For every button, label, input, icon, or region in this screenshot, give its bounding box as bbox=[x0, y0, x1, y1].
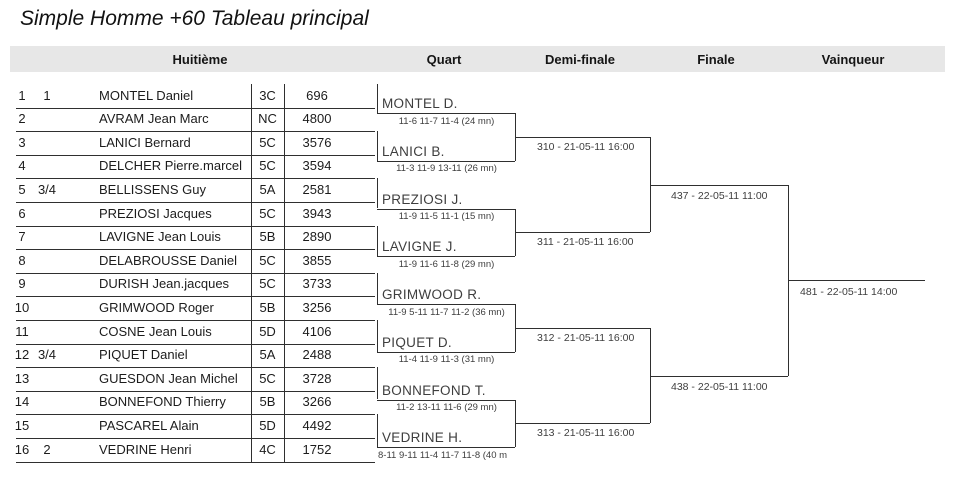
player-seed: 1 bbox=[43, 87, 51, 103]
player-name: PREZIOSI Jacques bbox=[99, 205, 212, 221]
player-points: 2890 bbox=[302, 229, 332, 245]
player-class: 5D bbox=[259, 417, 276, 433]
quart-winner-name: PREZIOSI J. bbox=[382, 191, 463, 207]
bracket-connector-line bbox=[377, 320, 378, 352]
player-position: 13 bbox=[14, 370, 30, 386]
player-name: GRIMWOOD Roger bbox=[99, 299, 214, 315]
player-points: 3256 bbox=[302, 299, 332, 315]
player-class: 5C bbox=[259, 276, 276, 292]
row-separator-line bbox=[16, 155, 375, 156]
player-name: LANICI Bernard bbox=[99, 134, 191, 150]
row-separator-line bbox=[16, 296, 375, 297]
player-points: 2581 bbox=[302, 181, 332, 197]
player-class: 5D bbox=[259, 323, 276, 339]
finale-line bbox=[650, 376, 788, 377]
quart-match-score: 11-4 11-9 11-3 (31 mn) bbox=[398, 354, 495, 366]
player-position: 8 bbox=[18, 252, 26, 268]
player-class: 5C bbox=[259, 205, 276, 221]
player-class: 5C bbox=[259, 158, 276, 174]
player-class: 5C bbox=[259, 370, 276, 386]
player-points: 3733 bbox=[302, 276, 332, 292]
quart-winner-line bbox=[377, 161, 515, 162]
player-position: 3 bbox=[18, 134, 26, 150]
row-separator-line bbox=[16, 462, 375, 463]
demi-match-label: 312 - 21-05-11 16:00 bbox=[537, 331, 635, 344]
player-points: 3943 bbox=[302, 205, 332, 221]
vainqueur-match-label: 481 - 22-05-11 14:00 bbox=[800, 286, 898, 299]
quart-winner-line bbox=[377, 447, 515, 448]
player-name: LAVIGNE Jean Louis bbox=[99, 229, 221, 245]
quart-match-score: 11-3 11-9 13-11 (26 mn) bbox=[396, 163, 497, 175]
quart-winner-line bbox=[377, 352, 515, 353]
row-separator-line bbox=[16, 249, 375, 250]
player-position: 16 bbox=[14, 441, 30, 457]
player-position: 2 bbox=[18, 111, 26, 127]
quart-match-score: 11-6 11-7 11-4 (24 mn) bbox=[398, 115, 495, 127]
player-name: VEDRINE Henri bbox=[99, 441, 192, 457]
player-position: 14 bbox=[14, 394, 30, 410]
player-class: 5B bbox=[259, 394, 276, 410]
bracket-connector-line bbox=[377, 273, 378, 304]
quart-match-score: 8-11 9-11 11-4 11-7 11-8 (40 m bbox=[378, 449, 508, 461]
player-class: 5A bbox=[259, 347, 276, 363]
demi-match-label: 311 - 21-05-11 16:00 bbox=[537, 236, 634, 249]
row-separator-line bbox=[16, 226, 375, 227]
bracket-connector-line bbox=[377, 131, 378, 161]
round-header-finale: Finale bbox=[697, 52, 735, 67]
player-name: DELCHER Pierre.marcel bbox=[99, 158, 243, 174]
player-seed: 2 bbox=[43, 441, 51, 457]
player-points: 1752 bbox=[302, 441, 332, 457]
quart-winner-name: LAVIGNE J. bbox=[382, 239, 457, 255]
row-separator-line bbox=[16, 273, 375, 274]
player-points: 3576 bbox=[302, 134, 332, 150]
quart-winner-name: LANICI B. bbox=[382, 143, 445, 159]
player-points: 2488 bbox=[302, 347, 332, 363]
row-separator-line bbox=[16, 108, 375, 109]
demi-line bbox=[515, 328, 650, 329]
bracket-connector-line bbox=[377, 178, 378, 208]
demi-line bbox=[515, 423, 650, 424]
player-points: 696 bbox=[306, 87, 328, 103]
quart-winner-line bbox=[377, 256, 515, 257]
player-name: BELLISSENS Guy bbox=[99, 181, 206, 197]
player-points: 3594 bbox=[302, 158, 332, 174]
player-position: 11 bbox=[15, 323, 29, 339]
player-class: 5C bbox=[259, 252, 276, 268]
quart-winner-name: PIQUET D. bbox=[382, 334, 452, 350]
quart-winner-line bbox=[377, 209, 515, 210]
quart-winner-line bbox=[377, 400, 515, 401]
demi-match-label: 313 - 21-05-11 16:00 bbox=[537, 427, 635, 440]
row-separator-line bbox=[16, 178, 375, 179]
player-position: 5 bbox=[18, 181, 26, 197]
player-class: 5B bbox=[259, 299, 276, 315]
row-separator-line bbox=[16, 202, 375, 203]
player-position: 12 bbox=[14, 347, 30, 363]
round-header-quart: Quart bbox=[426, 52, 462, 67]
player-class: 5C bbox=[259, 134, 276, 150]
quart-winner-line bbox=[377, 304, 515, 305]
demi-line bbox=[515, 137, 650, 138]
page-title: Simple Homme +60 Tableau principal bbox=[20, 7, 369, 30]
player-class: 5B bbox=[259, 229, 276, 245]
bracket-connector-line bbox=[377, 84, 378, 113]
player-position: 6 bbox=[18, 205, 26, 221]
player-points: 3266 bbox=[302, 394, 332, 410]
row-separator-line bbox=[16, 391, 375, 392]
column-separator-line bbox=[284, 84, 285, 462]
player-class: NC bbox=[258, 111, 277, 127]
player-position: 7 bbox=[18, 229, 26, 245]
round-header-demifinale: Demi-finale bbox=[544, 52, 616, 67]
row-separator-line bbox=[16, 438, 375, 439]
bracket-connector-line bbox=[377, 367, 378, 399]
player-points: 3728 bbox=[302, 370, 332, 386]
row-separator-line bbox=[16, 131, 375, 132]
player-points: 4800 bbox=[302, 111, 332, 127]
quart-winner-name: MONTEL D. bbox=[382, 96, 458, 111]
player-name: DURISH Jean.jacques bbox=[99, 276, 230, 292]
quart-match-score: 11-9 11-5 11-1 (15 mn) bbox=[398, 211, 495, 222]
row-separator-line bbox=[16, 414, 375, 415]
quart-winner-name: BONNEFOND T. bbox=[382, 382, 486, 398]
player-class: 3C bbox=[259, 87, 276, 103]
row-separator-line bbox=[16, 320, 375, 321]
player-seed: 3/4 bbox=[37, 181, 57, 197]
player-class: 5A bbox=[259, 181, 276, 197]
player-name: PIQUET Daniel bbox=[99, 347, 188, 363]
row-separator-line bbox=[16, 344, 375, 345]
quart-match-score: 11-9 5-11 11-7 11-2 (36 mn) bbox=[388, 306, 505, 318]
row-separator-line bbox=[16, 367, 375, 368]
player-name: GUESDON Jean Michel bbox=[99, 370, 238, 386]
vainqueur-line bbox=[788, 280, 925, 281]
round-header-vainqueur: Vainqueur bbox=[821, 52, 885, 67]
player-position: 1 bbox=[18, 87, 26, 103]
finale-match-label: 438 - 22-05-11 11:00 bbox=[671, 380, 768, 393]
demi-line bbox=[515, 232, 650, 233]
quart-winner-name: VEDRINE H. bbox=[382, 430, 463, 446]
quart-match-score: 11-9 11-6 11-8 (29 mn) bbox=[398, 258, 495, 270]
quart-match-score: 11-2 13-11 11-6 (29 mn) bbox=[396, 402, 497, 413]
player-name: PASCAREL Alain bbox=[99, 417, 199, 433]
player-name: BONNEFOND Thierry bbox=[99, 394, 226, 410]
quart-winner-line bbox=[377, 113, 515, 114]
round-header-huitieme: Huitième bbox=[172, 52, 228, 67]
player-points: 4492 bbox=[302, 417, 332, 433]
player-class: 4C bbox=[259, 441, 276, 457]
player-position: 15 bbox=[14, 417, 30, 433]
player-name: AVRAM Jean Marc bbox=[99, 111, 209, 127]
round-header-band bbox=[10, 46, 945, 72]
player-seed: 3/4 bbox=[37, 347, 57, 363]
demi-match-label: 310 - 21-05-11 16:00 bbox=[537, 140, 635, 153]
player-position: 10 bbox=[14, 299, 30, 315]
player-points: 3855 bbox=[302, 252, 332, 268]
player-name: COSNE Jean Louis bbox=[99, 323, 212, 339]
player-name: MONTEL Daniel bbox=[99, 87, 194, 103]
player-points: 4106 bbox=[302, 323, 332, 339]
player-name: DELABROUSSE Daniel bbox=[99, 252, 237, 268]
finale-line bbox=[650, 185, 788, 186]
quart-winner-name: GRIMWOOD R. bbox=[382, 287, 482, 302]
player-position: 4 bbox=[18, 158, 26, 174]
finale-match-label: 437 - 22-05-11 11:00 bbox=[671, 189, 768, 202]
bracket-connector-line bbox=[377, 414, 378, 447]
bracket-connector-line bbox=[377, 226, 378, 257]
player-position: 9 bbox=[18, 276, 26, 292]
